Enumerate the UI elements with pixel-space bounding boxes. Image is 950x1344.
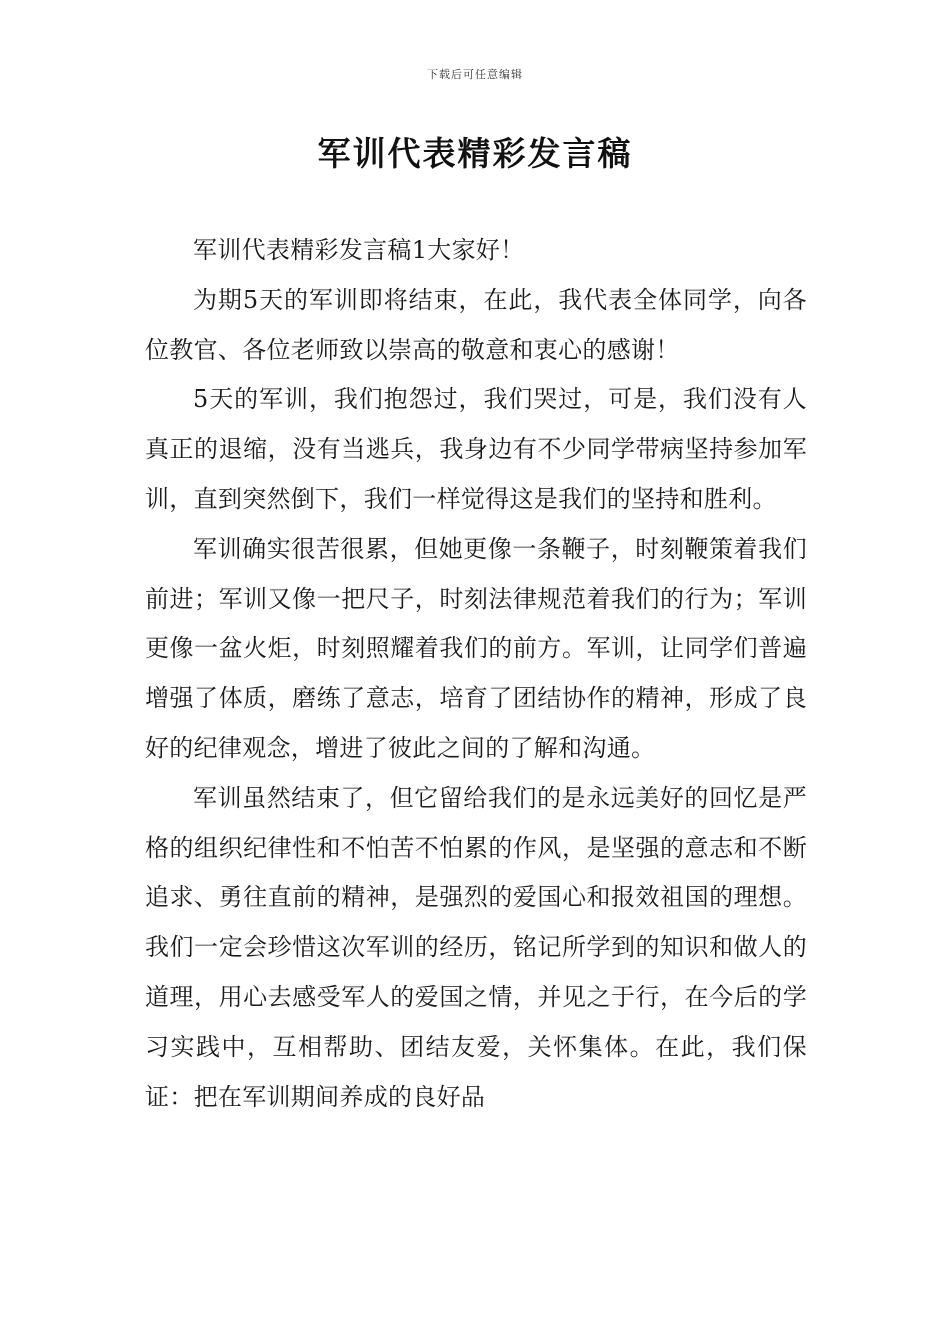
document-title: 军训代表精彩发言稿 xyxy=(317,134,633,173)
paragraph-1: 军训代表精彩发言稿1大家好！ xyxy=(193,236,525,264)
document-body xyxy=(145,226,807,1122)
paragraph-5: 军训虽然结束了，但它留给我们的是永远美好的回忆是严格的组织纪律性和不怕苦不怕累的作风，是坚强的意志和不断追求、勇往直前的精神，是强烈的爱国心和报效祖国的理想。我们一定会珍惜这次军训的经历，铭记所学到的知识和做人的道理，用心去感受军人的爱国之情，并见之于行，在今后的学习实践中，互相帮助、团结友爱，关怀集体。在此，我们保证：把在军训期间养成的良好品 xyxy=(145,783,807,1111)
header-note: 下载后可任意编辑 xyxy=(427,68,523,81)
paragraph-4: 军训确实很苦很累，但她更像一条鞭子，时刻鞭策着我们前进；军训又像一把尺子，时刻法律规范着我们的行为；军训更像一盆火炬，时刻照耀着我们的前方。军训，让同学们普遍增强了体质，磨练了意志，培育了团结协作的精神，形成了良好的纪律观念，增进了彼此之间的了解和沟通。 xyxy=(145,534,807,762)
paragraph-2: 为期5天的军训即将结束，在此，我代表全体同学，向各位教官、各位老师致以崇高的敬意和衷心的感谢！ xyxy=(145,285,807,364)
paragraph-3: 5天的军训，我们抱怨过，我们哭过，可是，我们没有人真正的退缩，没有当逃兵，我身边有不少同学带病坚持参加军训，直到突然倒下，我们一样觉得这是我们的坚持和胜利。 xyxy=(145,385,807,513)
